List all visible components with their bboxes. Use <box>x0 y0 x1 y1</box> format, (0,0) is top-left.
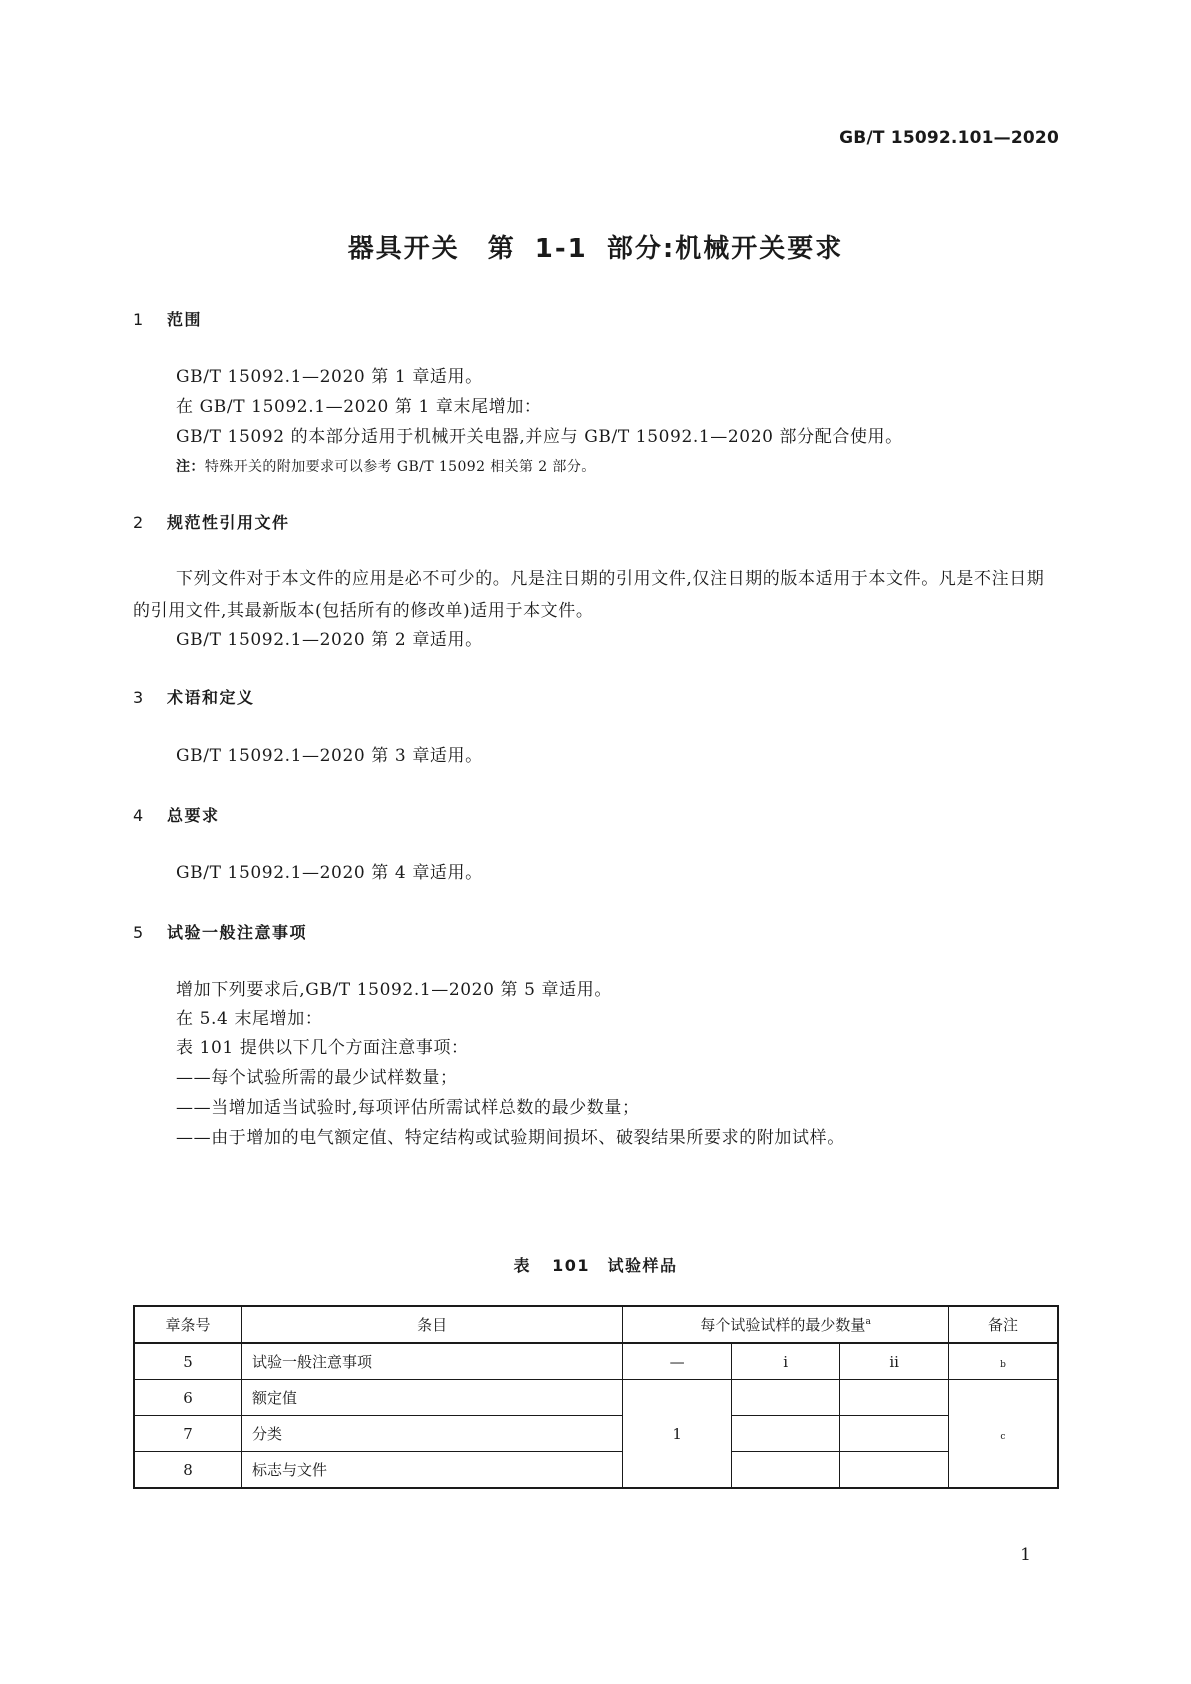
section-title: 术语和定义 <box>167 688 255 707</box>
paragraph: 在 5.4 末尾增加： <box>176 1009 323 1029</box>
cell-empty <box>840 1452 949 1489</box>
list-item: ——当增加适当试验时,每项评估所需试样总数的最少数量； <box>176 1098 640 1118</box>
paragraph: GB/T 15092.1—2020 第 2 章适用。 <box>176 630 483 650</box>
footnote-mark: b <box>1000 1359 1006 1370</box>
paragraph: GB/T 15092.1—2020 第 4 章适用。 <box>176 863 483 883</box>
section-title: 规范性引用文件 <box>167 513 290 532</box>
cell-merged-remark <box>948 1380 1058 1489</box>
page-number: 1 <box>1020 1545 1031 1565</box>
note <box>176 456 596 476</box>
section-3-heading <box>133 685 255 708</box>
section-number: 3 <box>133 688 145 707</box>
document-title: 器具开关 第 1-1 部分:机械开关要求 <box>347 234 844 264</box>
cell-empty <box>731 1452 840 1489</box>
paragraph: 在 GB/T 15092.1—2020 第 1 章末尾增加： <box>176 397 542 417</box>
list-item: ——由于增加的电气额定值、特定结构或试验期间损坏、破裂结果所要求的附加试样。 <box>176 1128 845 1148</box>
cell-item: 标志与文件 <box>241 1452 622 1489</box>
cell-clause: 5 <box>134 1343 241 1380</box>
paragraph: 表 101 提供以下几个方面注意事项： <box>176 1038 469 1058</box>
cell-clause: 6 <box>134 1380 241 1416</box>
sample-table <box>133 1305 1059 1489</box>
cell-empty <box>840 1380 949 1416</box>
list-item: ——每个试验所需的最少试样数量； <box>176 1068 458 1088</box>
cell-merged-count: 1 <box>623 1380 732 1489</box>
section-title: 范围 <box>167 310 203 329</box>
table-header-row <box>134 1306 1058 1343</box>
section-number: 5 <box>133 923 145 942</box>
footnote-mark: a <box>865 1317 871 1327</box>
document-code: GB/T 15092.101—2020 <box>839 128 1059 148</box>
paragraph: GB/T 15092.1—2020 第 3 章适用。 <box>176 746 483 766</box>
section-number: 2 <box>133 513 145 532</box>
paragraph: GB/T 15092.1—2020 第 1 章适用。 <box>176 367 483 387</box>
table-row <box>134 1343 1058 1380</box>
section-number: 1 <box>133 310 145 329</box>
header-min-samples <box>623 1306 949 1343</box>
cell-count-3: ii <box>840 1343 949 1380</box>
section-4-heading <box>133 803 220 826</box>
paragraph: 增加下列要求后,GB/T 15092.1—2020 第 5 章适用。 <box>176 980 612 1000</box>
cell-clause: 8 <box>134 1452 241 1489</box>
footnote-mark: c <box>1000 1431 1006 1442</box>
header-remarks: 备注 <box>948 1306 1058 1343</box>
section-title: 试验一般注意事项 <box>167 923 308 942</box>
cell-item: 额定值 <box>241 1380 622 1416</box>
cell-remark <box>948 1343 1058 1380</box>
section-title: 总要求 <box>167 806 220 825</box>
table-row <box>134 1380 1058 1416</box>
cell-count-2: i <box>731 1343 840 1380</box>
cell-empty <box>731 1416 840 1452</box>
cell-item: 试验一般注意事项 <box>241 1343 622 1380</box>
note-label: 注： <box>176 459 205 475</box>
cell-empty <box>731 1380 840 1416</box>
header-min-samples-label: 每个试验试样的最少数量 <box>700 1316 866 1334</box>
paragraph: GB/T 15092 的本部分适用于机械开关电器,并应与 GB/T 15092.1—2020 部分配合使用。 <box>176 427 903 447</box>
paragraph: 下列文件对于本文件的应用是必不可少的。凡是注日期的引用文件,仅注日期的版本适用于本文件。凡是不注日期的引用文件,其最新版本(包括所有的修改单)适用于本文件。 <box>133 569 1045 621</box>
section-2-heading <box>133 510 290 533</box>
table-row <box>134 1416 1058 1452</box>
cell-item: 分类 <box>241 1416 622 1452</box>
cell-empty <box>840 1416 949 1452</box>
table-caption: 表 101 试验样品 <box>513 1256 678 1275</box>
section-5-heading <box>133 920 307 943</box>
table-row <box>134 1452 1058 1489</box>
section-1-heading <box>133 307 202 330</box>
header-item: 条目 <box>241 1306 622 1343</box>
cell-count-1: — <box>623 1343 732 1380</box>
header-clause: 章条号 <box>134 1306 241 1343</box>
cell-clause: 7 <box>134 1416 241 1452</box>
section-number: 4 <box>133 806 145 825</box>
note-text: 特殊开关的附加要求可以参考 GB/T 15092 相关第 2 部分。 <box>204 459 596 475</box>
